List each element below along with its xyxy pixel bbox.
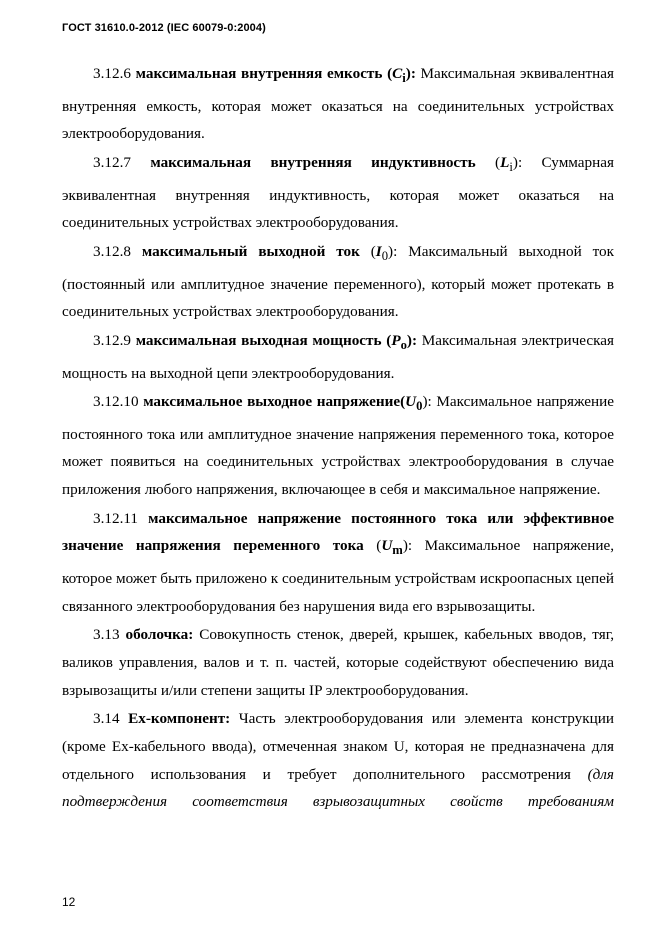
definition-text: Максимальное напряжение, которое может быть приложено к соединительным устройствам искроопасных цепей связанного электрооборудования без нарушения вида его взрывозащиты.: [62, 537, 615, 615]
definition-text: Суммарная эквивалентная внутренняя индуктивность, которая может оказаться на соединительных устройствах электрооборудования.: [62, 153, 614, 232]
clause-number: 3.14: [93, 710, 120, 728]
definition-text: Максимальный выходной ток (постоянный или амплитудное значение переменного), который может протекать в соединительных устройствах электрооборудования.: [62, 242, 614, 321]
symbol: U: [405, 393, 417, 411]
clause-3-12-9: 3.12.9 максимальная выходная мощность $(P_o)$: Максимальная электрическая мощность на выходной цепи электрооборудования.: [62, 331, 614, 382]
symbol-subscript: i: [509, 159, 513, 174]
symbol-subscript: i: [402, 71, 406, 86]
clause-3-13: [62, 621, 614, 704]
term: максимальная выходная мощность: [135, 331, 382, 349]
clause-number: 3.12.9: [93, 331, 131, 349]
clause-3-14: [62, 705, 614, 816]
symbol-subscript: m: [392, 543, 403, 558]
symbol: I: [375, 242, 382, 260]
clause-number: 3.12.7: [93, 153, 131, 171]
symbol: L: [500, 153, 510, 171]
clause-number: 3.12.6: [93, 65, 131, 82]
clause-number: 3.13: [93, 626, 120, 644]
clause-3-12-6: 3.12.6 максимальная внутренняя емкость $(C_i)$: Максимальная эквивалентная внутренняя емкость, которая может оказаться на соединительных устройствах электрооборудования.: [62, 65, 615, 143]
symbol: P: [391, 331, 401, 349]
clause-number: 3.12.10: [93, 393, 139, 411]
definition-text: Максимальное напряжение постоянного тока или амплитудное значение напряжения переменного тока, которое может появиться на соединительных устройствах электрооборудования в случае приложения любого напряжения, включающее в себя и максимальное напряжение.: [62, 393, 615, 499]
definition-text: Совокупность стенок, дверей, крышек, кабельных вводов, тяг, валиков управления, валов и т. п. частей, которые содействуют обеспечению вида взрывозащиты и/или степени защиты IP электрооборудования.: [62, 626, 615, 699]
definition-text: Максимальная эквивалентная внутренняя емкость, которая может оказаться на соединительных устройствах электрооборудования.: [62, 65, 615, 143]
symbol: U: [381, 537, 393, 555]
symbol-subscript: o: [400, 337, 407, 352]
term: максимальное выходное напряжение: [143, 393, 401, 411]
clause-3-12-7: 3.12.7 максимальная внутренняя индуктивность $(L_i)$: Суммарная эквивалентная внутренняя индуктивность, которая может оказаться на соединительных устройствах электрооборудования.: [62, 153, 614, 232]
term: максимальный выходной ток: [141, 242, 360, 260]
symbol: C: [392, 65, 403, 82]
document-body: [62, 60, 614, 817]
symbol-subscript: 0: [381, 248, 389, 263]
clause-3-12-10: 3.12.10 максимальное выходное $напряжение(U_0)$: Максимальное напряжение постоянного тока или амплитудное значение напряжения переменного тока, которое может появиться на соединительных устройствах электрооборудования в случае приложения любого напряжения, включающее в себя и максимальное напряжение.: [62, 393, 615, 499]
clause-number: 3.12.8: [93, 242, 131, 260]
term: максимальная внутренняя индуктивность: [150, 153, 476, 171]
clause-number: 3.12.11: [93, 509, 138, 527]
term: максимальное напряжение постоянного тока или эффективное значение напряжения переменного тока: [62, 509, 615, 555]
definition-italic-text: (для подтверждения соответствия взрывозащитных свойств требованиям: [62, 765, 614, 811]
definition-text: Максимальная электрическая мощность на выходной цепи электрооборудования.: [62, 331, 614, 382]
page-number: 12: [62, 895, 76, 909]
term: оболочка:: [125, 626, 194, 644]
definition-text: Часть электрооборудования или элемента конструкции (кроме Ex-кабельного ввода), отмеченная знаком U, которая не предназначена для отдельного использования и требует дополнительного рассмотрения: [62, 710, 615, 783]
document-header: ГОСТ 31610.0-2012 (IEC 60079-0:2004): [62, 22, 266, 34]
symbol-subscript: 0: [416, 399, 423, 414]
clause-3-12-8: 3.12.8 максимальный выходной ток $(I_0)$: Максимальный выходной ток (постоянный или амплитудное значение переменного), который может протекать в соединительных устройствах электрооборудования.: [62, 242, 614, 321]
term: максимальная внутренняя емкость: [135, 65, 383, 82]
term: Ex-компонент:: [128, 710, 231, 728]
clause-3-12-11: 3.12.11 максимальное напряжение постоянного тока или эффективное значение напряжения переменного тока $(U_m)$: Максимальное напряжение, которое может быть приложено к соединительным устройствам искроопасных цепей связанного электрооборудования без нарушения вида его взрывозащиты.: [62, 509, 615, 615]
